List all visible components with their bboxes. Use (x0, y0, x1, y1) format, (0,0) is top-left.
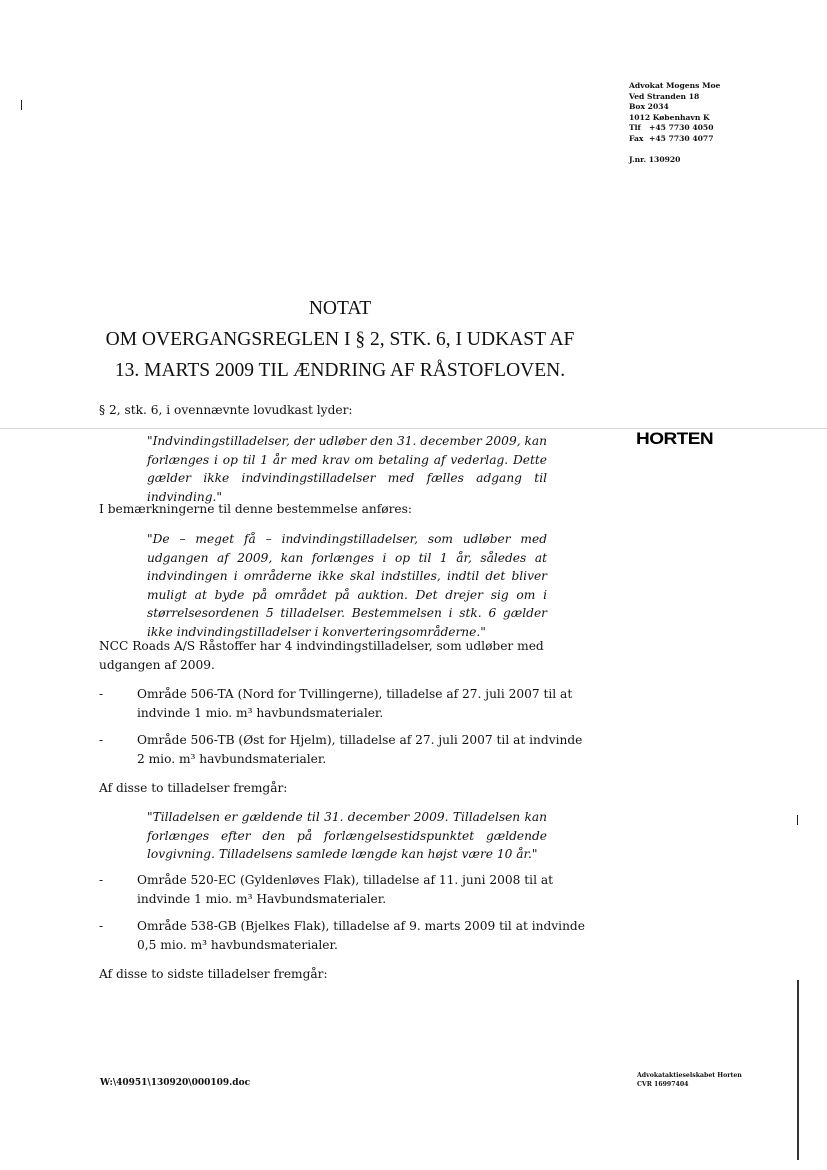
city: 1012 København K (629, 112, 710, 122)
permit-quote: "Tilladelsen er gældende til 31. december 2009. Tilladelsen kan forlænges efter den på forlængelsestidspunktet gældende lovgivning. Tilladelsens samlede længde kan højst være 10 år." (147, 810, 547, 862)
cvr-number: CVR 16997404 (637, 1081, 689, 1088)
last-permits-intro: Af disse to sidste tilladelser fremgår: (99, 967, 328, 981)
phone-label: Tlf (629, 123, 641, 133)
lawyer-name: Advokat Mogens Moe (629, 81, 721, 90)
journal-number: J.nr. 130920 (629, 154, 681, 164)
list-item-text: Område 520-EC (Gyldenløves Flak), tilladelse af 11. juni 2008 til at indvinde 1 mio. m³ Havbundsmaterialer. (137, 873, 553, 906)
title-line-2: OM OVERGANGSREGLEN I § 2, STK. 6, I UDKAST AF (105, 329, 575, 350)
remarks-quote: "De – meget få – indvindingstilladelser, som udløber med udgangen af 2009, kan forlænges i op til 1 år, således at indvindingen i områderne ikke skal indstilles, indtil det bliver muligt at byde på området på auktion. Det drejer sig om i størrelsesordenen 5 tilladelser. Bestemmelsen i stk. 6 gælder ikke indvindingstilladelser i konverteringsområderne." (147, 532, 547, 639)
firm-name: Advokataktieselskabet Horten (637, 1072, 742, 1079)
ncc-paragraph: NCC Roads A/S Råstoffer har 4 indvindingstilladelser, som udløber med udgangen af 2009. (99, 639, 544, 672)
list-bullet: - (99, 733, 104, 747)
list-item (99, 685, 589, 722)
list-bullet: - (99, 873, 104, 887)
scan-edge-line (797, 980, 799, 1160)
list-bullet: - (99, 687, 104, 701)
fax-label: Fax (629, 133, 644, 143)
scan-mark (797, 815, 798, 825)
phone-row (629, 123, 720, 134)
document-title (0, 293, 680, 386)
phone-number: +45 7730 4050 (649, 123, 714, 133)
fax-row (629, 134, 720, 145)
list-bullet: - (99, 919, 104, 933)
po-box: Box 2034 (629, 102, 669, 112)
title-line-3: 13. MARTS 2009 TIL ÆNDRING AF RÅSTOFLOVEN. (114, 360, 566, 381)
scan-mark (21, 100, 22, 110)
intro-paragraph: § 2, stk. 6, i ovennævnte lovudkast lyder: (99, 403, 353, 417)
list-item (99, 731, 589, 768)
list-item-text: Område 538-GB (Bjelkes Flak), tilladelse af 9. marts 2009 til at indvinde 0,5 mio. m³ havbundsmaterialer. (137, 919, 585, 952)
fax-number: +45 7730 4077 (649, 133, 714, 143)
list-item-text: Område 506-TA (Nord for Tvillingerne), tilladelse af 27. juli 2007 til at indvinde 1 mio. m³ havbundsmaterialer. (137, 687, 573, 720)
horten-logo: HORTEN (636, 429, 714, 448)
street-address: Ved Stranden 18 (629, 91, 700, 101)
remarks-intro: I bemærkningerne til denne bestemmelse anføres: (99, 502, 412, 516)
list-item (99, 917, 589, 954)
list-item (99, 871, 589, 908)
letterhead (629, 81, 720, 165)
law-quote: "Indvindingstilladelser, der udløber den 31. december 2009, kan forlænges i op til 1 år med krav om betaling af vederlag. Dette gælder ikke indvindingstilladelser med fælles adgang til indvinding." (147, 434, 547, 504)
list-item-text: Område 506-TB (Øst for Hjelm), tilladelse af 27. juli 2007 til at indvinde 2 mio. m³ havbundsmaterialer. (137, 733, 583, 766)
file-path: W:\40951\130920\000109.doc (100, 1078, 251, 1088)
firm-footer (637, 1071, 742, 1089)
permits-intro: Af disse to tilladelser fremgår: (99, 781, 288, 795)
title-line-1: NOTAT (308, 298, 372, 319)
